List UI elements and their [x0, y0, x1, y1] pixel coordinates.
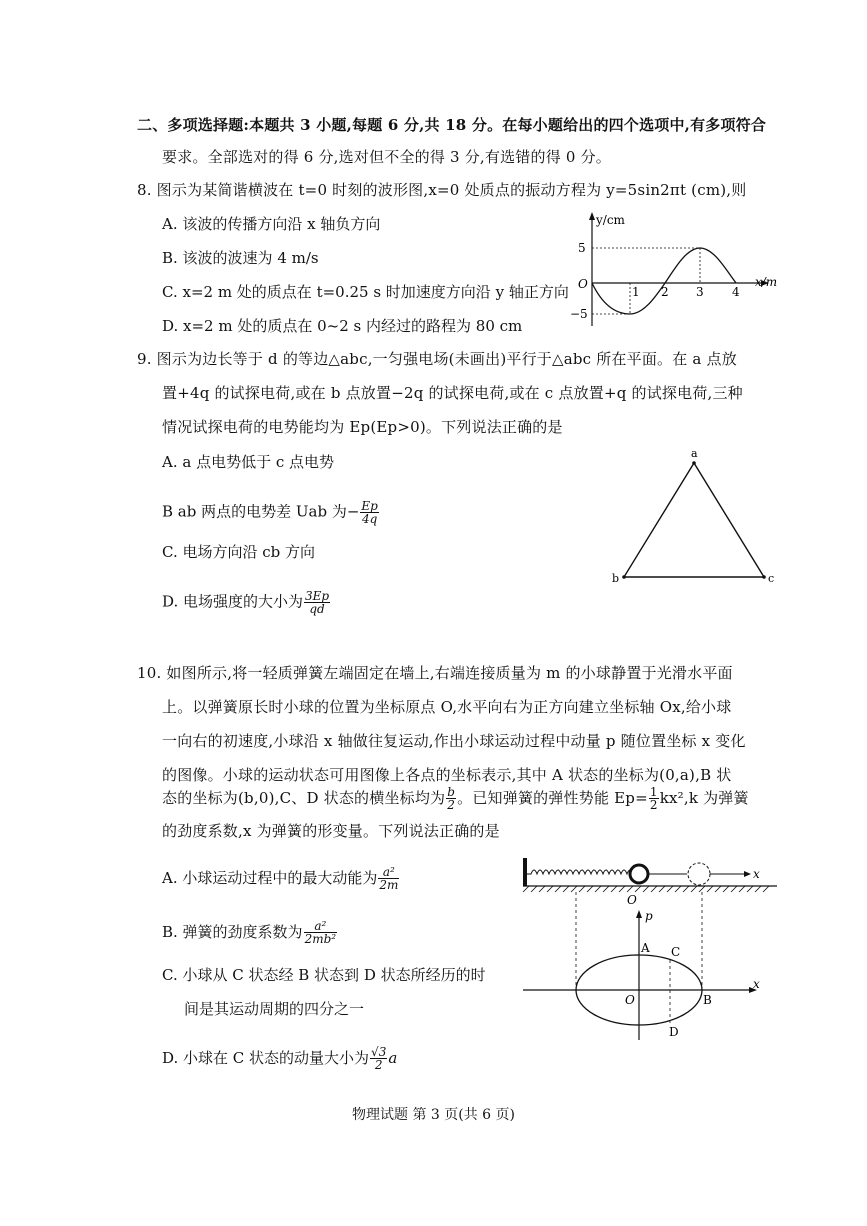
q10-line5-mid: 。已知弹簧的弹性势能 Ep= [457, 789, 648, 807]
q10-x-label: x [753, 977, 760, 991]
q9-option-b [162, 500, 380, 525]
q8-x-tick-1: 1 [632, 285, 640, 299]
q8-x-tick-4: 4 [732, 285, 740, 299]
q9-stem-line2: 置+4q 的试探电荷,或在 b 点放置−2q 的试探电荷,或在 c 点放置+q 的试探电荷,三种 [162, 384, 743, 402]
q9-vertex-a-dot [692, 461, 696, 465]
q10-stem-line1: 10. 如图所示,将一轻质弹簧左端固定在墙上,右端连接质量为 m 的小球静置于光滑水平面 [137, 664, 733, 682]
q10-stem-line5 [162, 778, 749, 818]
q10-wall [523, 858, 527, 886]
q10-line5-frac [446, 786, 456, 811]
q10-label-a: A [641, 941, 650, 955]
q10-top-x-arrow [744, 871, 751, 877]
q10-line5-frac2 [649, 786, 659, 811]
q9-triangle-figure [608, 445, 788, 590]
q8-origin-label: O [578, 277, 588, 291]
q8-option-c: C. x=2 m 处的质点在 t=0.25 s 时加速度方向沿 y 轴正方向 [162, 283, 569, 301]
q8-wave-curve [592, 248, 736, 314]
q9-option-d [162, 590, 331, 615]
q10-option-a-text: A. 小球运动过程中的最大动能为 [162, 869, 378, 887]
q10-option-c-line1: C. 小球从 C 状态经 B 状态到 D 状态所经历的时 [162, 966, 486, 984]
q10-stem-line3: 一向右的初速度,小球沿 x 轴做往复运动,作出小球运动过程中动量 p 随位置坐标 x 变化 [162, 732, 746, 750]
q9-stem-line3: 情况试探电荷的电势能均为 Ep(Ep>0)。下列说法正确的是 [162, 418, 563, 436]
q10-line5-frac-den: 2 [447, 797, 456, 812]
q8-stem: 8. 图示为某简谐横波在 t=0 时刻的波形图,x=0 处质点的振动方程为 y=5sin2πt (cm),则 [137, 181, 747, 199]
q10-option-d-post: a [388, 1049, 398, 1067]
q9-stem-line1: 9. 图示为边长等于 d 的等边△abc,一匀强电场(未画出)平行于△abc 所在平面。在 a 点放 [137, 350, 737, 368]
q8-option-a: A. 该波的传播方向沿 x 轴负方向 [162, 215, 381, 233]
q9-option-d-num: 3Ep [305, 589, 330, 603]
q10-option-a-den: 2m [379, 877, 399, 892]
q10-label-d: D [669, 1025, 679, 1039]
q10-option-b-num: a² [304, 920, 338, 933]
q10-label-b: B [703, 993, 712, 1007]
q10-line5-frac-num: b [447, 784, 456, 799]
q10-option-a-fraction [378, 866, 399, 891]
section-heading-line1: 二、多项选择题:本题共 3 小题,每题 6 分,共 18 分。在每小题给出的四个选项中,有多项符合 [137, 116, 767, 134]
page-footer: 物理试题 第 3 页(共 6 页) [352, 1107, 515, 1123]
q10-option-d-text: D. 小球在 C 状态的动量大小为 [162, 1049, 370, 1067]
q9-option-c: C. 电场方向沿 cb 方向 [162, 543, 316, 561]
q10-spring-phase-figure [515, 852, 785, 1047]
q10-top-origin-label: O [627, 893, 637, 907]
q10-label-c: C [671, 945, 681, 959]
q8-y-arrow [589, 212, 595, 220]
q10-line5-frac2-num: 1 [649, 784, 658, 799]
q8-option-b: B. 该波的波速为 4 m/s [162, 249, 319, 267]
q9-option-b-text: B ab 两点的电势差 Uab 为− [162, 502, 360, 521]
q9-vertex-a-label: a [691, 447, 698, 460]
q10-option-a [162, 858, 400, 898]
q10-ball [630, 865, 648, 883]
q9-vertex-c-dot [762, 575, 766, 579]
q8-wave-graph [570, 208, 785, 328]
q10-option-b-den: 2mb² [304, 931, 337, 946]
q10-label-o: O [625, 993, 635, 1007]
q8-x-label: x/m [755, 275, 778, 289]
q10-line5-frac2-den: 2 [649, 797, 658, 812]
q9-vertex-c-label: c [768, 572, 775, 585]
q10-option-a-num: a² [378, 866, 399, 879]
section-heading-line2: 要求。全部选对的得 6 分,选对但不全的得 3 分,有选错的得 0 分。 [162, 148, 611, 166]
q9-option-d-fraction [304, 590, 330, 615]
q10-option-b [162, 912, 338, 952]
q9-vertex-b-dot [622, 575, 626, 579]
q10-option-c-line2: 间是其运动周期的四分之一 [184, 1000, 365, 1018]
q9-option-a: A. a 点电势低于 c 点电势 [162, 453, 335, 471]
q9-option-d-den: qd [309, 602, 325, 616]
q9-vertex-b-label: b [612, 572, 620, 585]
q10-option-d-fraction [370, 1046, 387, 1071]
q8-option-d: D. x=2 m 处的质点在 0~2 s 内经过的路程为 80 cm [162, 317, 523, 335]
q10-option-d-num: √3 [371, 1044, 387, 1059]
q10-ground-hatch [523, 886, 769, 892]
q10-p-arrow [636, 910, 642, 918]
q10-line5-post: kx²,k 为弹簧 [659, 789, 749, 807]
q10-ball-dashed [688, 863, 710, 885]
q10-option-d-den: 2 [374, 1057, 383, 1072]
q10-top-x-label: x [753, 867, 760, 881]
q8-x-tick-3: 3 [696, 285, 704, 299]
q10-option-d [162, 1038, 397, 1078]
q10-p-label: p [645, 909, 653, 923]
q8-x-tick-2: 2 [661, 285, 669, 299]
q8-y-tick-neg5: −5 [570, 307, 588, 321]
q8-y-label: y/cm [596, 213, 625, 227]
q9-option-d-text: D. 电场强度的大小为 [162, 592, 304, 611]
q10-stem-line2: 上。以弹簧原长时小球的位置为坐标原点 O,水平向右为正方向建立坐标轴 Ox,给小球 [162, 698, 732, 716]
q10-stem-line6: 的劲度系数,x 为弹簧的形变量。下列说法正确的是 [162, 822, 500, 840]
q8-y-tick-5: 5 [578, 241, 586, 255]
q10-stem-line4: 的图像。小球的运动状态可用图像上各点的坐标表示,其中 A 状态的坐标为(0,a),B 状 [162, 766, 732, 784]
q10-option-b-text: B. 弹簧的劲度系数为 [162, 923, 303, 941]
q9-option-b-fraction [360, 500, 378, 525]
q9-option-b-num: Ep [361, 499, 378, 513]
q10-option-b-fraction [304, 920, 338, 945]
q9-option-b-den: 4q [361, 512, 378, 526]
q9-triangle [624, 463, 764, 577]
q10-line5-pre: 态的坐标为(b,0),C、D 状态的横坐标均为 [162, 789, 446, 807]
